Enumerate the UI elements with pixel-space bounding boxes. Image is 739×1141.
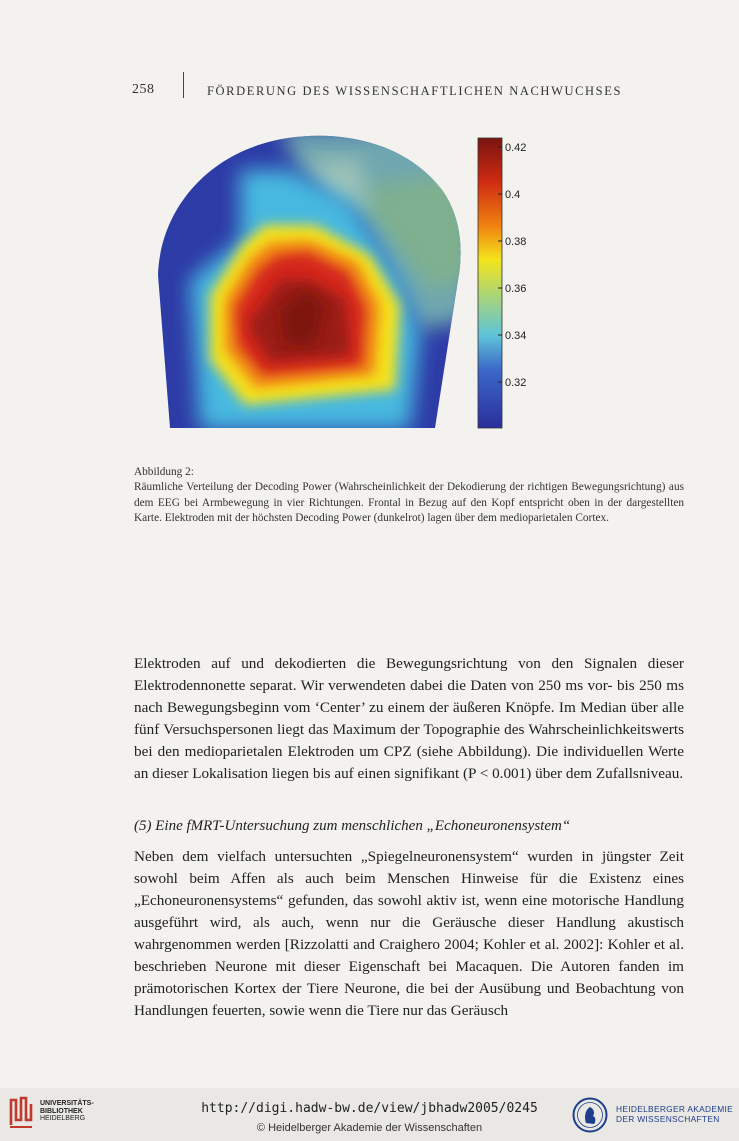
header-divider — [183, 72, 184, 98]
permalink-url[interactable]: http://digi.hadw-bw.de/view/jbhadw2005/0245 — [201, 1101, 538, 1116]
running-title: FÖRDERUNG DES WISSENSCHAFTLICHEN NACHWUCHSES — [207, 84, 622, 98]
library-name-line: HEIDELBERG — [40, 1115, 86, 1122]
caption-label: Abbildung 2: — [134, 466, 194, 478]
academy-name-line: DER WISSENSCHAFTEN — [616, 1114, 720, 1124]
colorbar-tick-label: 0.34 — [505, 330, 527, 342]
page-number: 258 — [132, 82, 155, 97]
eeg-topography-figure — [130, 130, 550, 440]
body-paragraph-1: Elektroden auf und dekodierten die Bewegungsrichtung von den Signalen dieser Elektrodennonette separat. Wir verwendeten dabei die Daten von 250 ms vor- bis 250 ms nach Bewegungsbeginn vom ‘Center’ zu einem der äußeren Knöpfe. Im Median über alle fünf Versuchspersonen liegt das Maximum der Topographie des Wahrscheinlichkeitswerts bei den medioparietalen Elektroden um CPZ (siehe Abbildung). Die individuellen Werte an dieser Lokalisation liegen bis auf einen signifikant (P < 0.001) über dem Zufallsniveau. — [134, 655, 684, 782]
library-name-line: UNIVERSITÄTS- — [40, 1100, 94, 1107]
academy-seal-logo — [572, 1097, 608, 1133]
figure-caption — [134, 465, 684, 526]
caption-text: Räumliche Verteilung der Decoding Power (Wahrscheinlichkeit der Dekodierung der richtigen Bewegungsrichtung) aus dem EEG bei Armbewegung in vier Richtungen. Frontal in Bezug auf den Kopf entspricht oben in der dargestellten Karte. Elektroden mit der höchsten Decoding Power (dunkelrot) lagen über dem medioparietalen Cortex. — [134, 481, 684, 524]
topography-map — [130, 130, 470, 440]
section-heading: (5) Eine fMRT-Untersuchung zum menschlichen „Echoneuronensystem“ — [134, 818, 571, 834]
academy-name-line: HEIDELBERGER AKADEMIE — [616, 1104, 734, 1114]
colorbar-tick-label: 0.4 — [505, 189, 521, 201]
library-name-line: BIBLIOTHEK — [40, 1107, 83, 1115]
body-paragraph-2: Neben dem vielfach untersuchten „Spiegelneuronensystem“ wurden in jüngster Zeit sowohl beim Affen als auch beim Menschen Hinweise für die Existenz eines „Echoneuronensystems“ gefunden, das sowohl aktiv ist, wenn eine motorische Handlung ausgeführt wird, als auch, wenn nur die Geräusche dieser Handlung akustisch wahrgenommen werden [Rizzolatti and Craighero 2004; Kohler et al. 2002]: Kohler et al. beschrieben Neurone mit dieser Eigenschaft bei Macaquen. Die Autoren fanden im prämotorischen Kortex der Tiere Neurone, die bei der Ausübung und Beobachtung von Handlungen feuerten, sowie wenn die Tiere nur das Geräusch — [134, 848, 684, 1019]
academy-name — [616, 1104, 733, 1124]
colorbar-tick-label: 0.32 — [505, 377, 527, 389]
colorbar-tick-label: 0.38 — [505, 236, 527, 248]
colorbar-tick-label: 0.42 — [505, 142, 527, 154]
copyright-notice: © Heidelberger Akademie der Wissenschaften — [256, 1122, 483, 1134]
colorbar — [478, 138, 502, 428]
colorbar-tick-label: 0.36 — [505, 283, 527, 295]
